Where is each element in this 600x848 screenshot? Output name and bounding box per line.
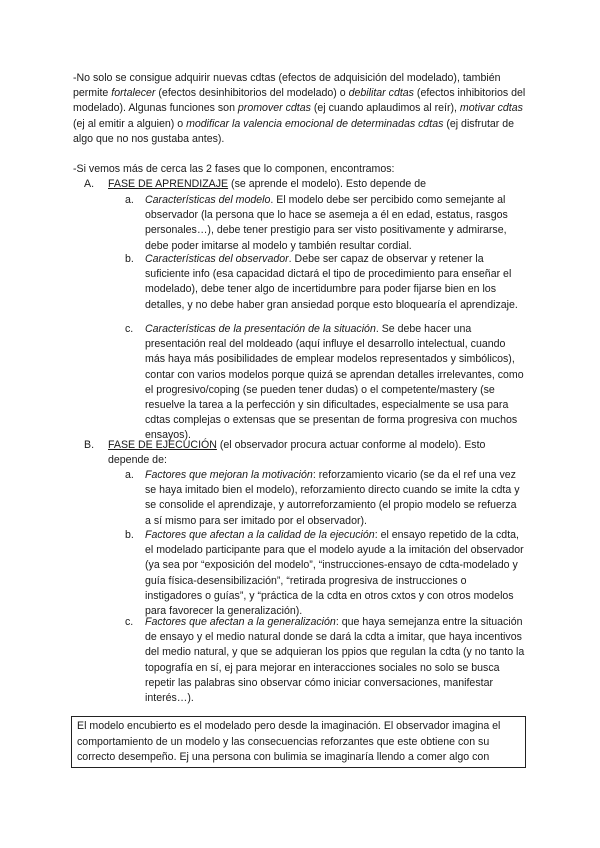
item-text: : el ensayo repetido de la cdta, el modelado participante para que el modelo ayude a la imitación del observador (ya sea por “exposición del modelo”, “instrucciones-ensayo de cdta-modelado y guía física-desensibilización”, “retirada progresiva de instrucciones o instigadores o guías”, y “práctica de la cdta en otros cxtos y con otros modelos para favorecer la generalización). [145,529,524,618]
item-term: Factores que afectan a la calidad de la ejecución [145,529,375,541]
item-text: : reforzamiento vicario (se da el ref una vez se haya imitado bien el modelo), reforzamiento directo cuando se imite la cdta y se consolide el aprendizaje, y autorreforzamiento (el propio modelo se refuerza a sí mismo para ser imitado por el observador). [145,469,520,527]
list-item [125,322,525,444]
item-term: Características de la presentación de la situación [145,323,376,335]
intro-emphasis: fortalecer [111,87,156,100]
intro-text: (ej al emitir a alguien) o [73,117,187,130]
intro-text: (ej cuando aplaudimos al reír), [310,102,460,115]
intro-emphasis: debilitar cdtas [348,87,414,100]
list-marker: c. [125,616,134,628]
phase-b-heading [84,438,524,468]
item-term: Características del observador [145,253,289,265]
list-item [125,193,525,254]
item-text: . Debe ser capaz de observar y retener la suficiente info (esa capacidad dictará el tipo de procedimiento para enseñar el modelado), debe tener algo de incertidumbre para poder fijarse bien en los detalles, y no debe haber gran ansiedad porque esto bloquearía el aprendizaje. [145,253,518,311]
intro-text: (efectos desinhibitorios del modelado) o [155,87,349,100]
list-marker: a. [125,194,134,206]
box-text: El modelo encubierto es el modelado pero desde la imaginación. El observador imagina el comportamiento de un modelo y las consecuencias reforzantes que este obtiene con su correcto desempeño. Ej una persona con bulimia se imaginaría llendo a comer algo con [77,720,501,764]
lead-paragraph: -Si vemos más de cerca las 2 fases que lo componen, encontramos: [73,163,395,175]
list-marker: b. [125,253,134,265]
intro-emphasis: motivar cdtas [459,102,523,115]
item-term: Factores que afectan a la generalización [145,616,336,628]
item-text: . Se debe hacer una presentación real del moldeado (aquí influye el desarrollo intelectual, cuando más haya más posibilidades de emplear modelos representados y simbólicos), contar con varios modelos porque quizá se aprendan detalles irrelevantes, como el progresivo/coping (se pueden tener dudas) o el competente/mastery (se resuelve la tarea a la perfección y sin dificultades, especialmente se usa para cdtas complejas o extensas que se presentan de forma progresiva con muchos ensayos). [145,323,524,442]
list-marker: a. [125,469,134,481]
item-text: : que haya semejanza entre la situación de ensayo y el medio natural donde se dará la cdta a imitar, que haya incentivos del medio natural, y que se adquieran los ppios que regulan la cdta (y no tanto la topografía en sí, ej para mejorar en interacciones sociales no solo se busca repetir las palabras sino observar cómo iniciar conversaciones, manifestar interés…). [145,616,525,705]
phase-title: FASE DE APRENDIZAJE [108,178,229,190]
item-term: Factores que mejoran la motivación [145,469,313,481]
phase-description: (se aprende el modelo). Esto depende de [228,178,426,190]
intro-text: -No solo se consigue adquirir nuevas cdtas (efectos de adquisición del modelado), también permite [73,72,501,100]
covert-modeling-box [71,716,526,768]
list-marker: B. [84,439,95,451]
item-term: Características del modelo [145,194,271,206]
list-marker: b. [125,529,134,541]
phase-description: (el observador procura actuar conforme al modelo). Esto depende de: [108,439,486,467]
list-item [125,252,525,313]
list-item [125,615,525,706]
intro-text: (ej disfrutar de algo que no nos gustaba antes). [73,117,515,145]
intro-text: (efectos inhibitorios del modelado). Algunas funciones son [73,87,526,115]
list-marker: A. [84,178,95,190]
item-text: . El modelo debe ser percibido como semejante al observador (la persona que lo hace se asemeja a él en edad, estatus, rasgos personales…), debe tener prestigio para ser visto positivamente y admirarse, debe poder imitarse al modelo y también resultar cordial. [145,194,508,252]
list-marker: c. [125,323,134,335]
intro-paragraph [73,71,533,147]
intro-emphasis: modificar la valencia emocional de determinadas cdtas [186,117,444,130]
phase-a-heading [84,177,524,192]
phase-title: FASE DE EJECUCIÓN [108,439,217,451]
intro-emphasis: promover cdtas [237,102,311,115]
list-item [125,528,525,619]
list-item [125,468,525,529]
